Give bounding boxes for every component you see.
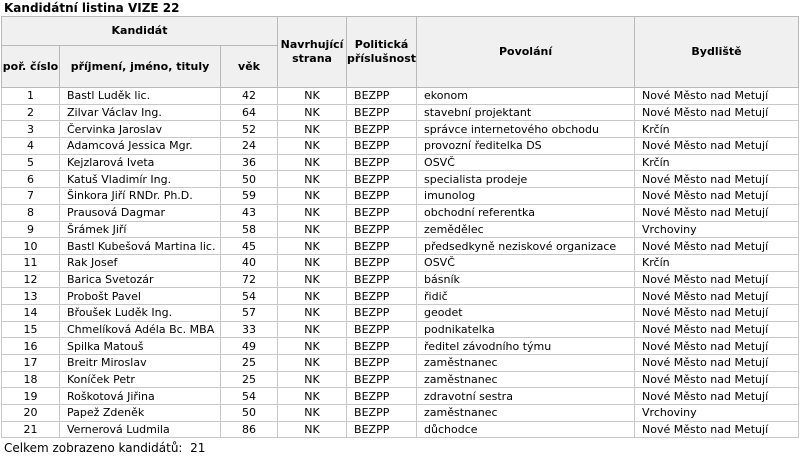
row-age: 25 bbox=[221, 371, 278, 388]
row-occupation: geodet bbox=[417, 304, 635, 321]
row-residence: Nové Město nad Metují bbox=[635, 271, 799, 288]
row-number: 18 bbox=[2, 371, 60, 388]
row-party: NK bbox=[278, 271, 347, 288]
row-residence: Vrchoviny bbox=[635, 221, 799, 238]
row-affiliation: BEZPP bbox=[347, 121, 417, 138]
row-name: Katuš Vladimír Ing. bbox=[60, 171, 221, 188]
header-prislusnost: Politická příslušnost bbox=[347, 17, 417, 88]
row-party: NK bbox=[278, 204, 347, 221]
row-occupation: obchodní referentka bbox=[417, 204, 635, 221]
row-name: Břoušek Luděk Ing. bbox=[60, 304, 221, 321]
row-residence: Nové Město nad Metují bbox=[635, 171, 799, 188]
row-occupation: provozní ředitelka DS bbox=[417, 138, 635, 155]
row-party: NK bbox=[278, 371, 347, 388]
row-occupation: zaměstnanec bbox=[417, 371, 635, 388]
row-name: Spilka Matouš bbox=[60, 338, 221, 355]
table-row bbox=[2, 188, 799, 205]
row-party: NK bbox=[278, 254, 347, 271]
row-age: 72 bbox=[221, 271, 278, 288]
row-residence: Nové Město nad Metují bbox=[635, 355, 799, 372]
row-age: 49 bbox=[221, 338, 278, 355]
table-row bbox=[2, 204, 799, 221]
row-number: 5 bbox=[2, 154, 60, 171]
table-row bbox=[2, 355, 799, 372]
row-affiliation: BEZPP bbox=[347, 338, 417, 355]
row-party: NK bbox=[278, 288, 347, 305]
row-occupation: OSVČ bbox=[417, 154, 635, 171]
row-residence: Vrchoviny bbox=[635, 405, 799, 422]
row-age: 42 bbox=[221, 88, 278, 105]
row-number: 12 bbox=[2, 271, 60, 288]
row-residence: Nové Město nad Metují bbox=[635, 138, 799, 155]
row-age: 57 bbox=[221, 304, 278, 321]
row-affiliation: BEZPP bbox=[347, 204, 417, 221]
table-row bbox=[2, 88, 799, 105]
row-residence: Nové Město nad Metují bbox=[635, 104, 799, 121]
row-age: 86 bbox=[221, 421, 278, 438]
row-occupation: básník bbox=[417, 271, 635, 288]
row-name: Bastl Luděk lic. bbox=[60, 88, 221, 105]
row-residence: Nové Město nad Metují bbox=[635, 304, 799, 321]
row-name: Barica Svetozár bbox=[60, 271, 221, 288]
table-row bbox=[2, 104, 799, 121]
row-name: Prausová Dagmar bbox=[60, 204, 221, 221]
header-jmeno: příjmení, jméno, tituly bbox=[60, 46, 221, 88]
row-party: NK bbox=[278, 221, 347, 238]
table-row bbox=[2, 288, 799, 305]
row-residence: Nové Město nad Metují bbox=[635, 288, 799, 305]
table-row bbox=[2, 338, 799, 355]
table-row bbox=[2, 254, 799, 271]
row-number: 3 bbox=[2, 121, 60, 138]
row-number: 13 bbox=[2, 288, 60, 305]
row-number: 14 bbox=[2, 304, 60, 321]
row-party: NK bbox=[278, 338, 347, 355]
table-row bbox=[2, 421, 799, 438]
row-number: 11 bbox=[2, 254, 60, 271]
row-residence: Nové Město nad Metují bbox=[635, 238, 799, 255]
row-occupation: zaměstnanec bbox=[417, 355, 635, 372]
row-affiliation: BEZPP bbox=[347, 421, 417, 438]
row-number: 1 bbox=[2, 88, 60, 105]
row-occupation: důchodce bbox=[417, 421, 635, 438]
row-number: 4 bbox=[2, 138, 60, 155]
footer-count: 21 bbox=[190, 441, 206, 456]
row-occupation: zdravotní sestra bbox=[417, 388, 635, 405]
table-row bbox=[2, 388, 799, 405]
row-affiliation: BEZPP bbox=[347, 254, 417, 271]
table-row bbox=[2, 271, 799, 288]
table-row bbox=[2, 138, 799, 155]
row-age: 25 bbox=[221, 355, 278, 372]
row-name: Zilvar Václav Ing. bbox=[60, 104, 221, 121]
row-affiliation: BEZPP bbox=[347, 88, 417, 105]
row-name: Vernerová Ludmila bbox=[60, 421, 221, 438]
row-age: 54 bbox=[221, 288, 278, 305]
row-number: 10 bbox=[2, 238, 60, 255]
row-occupation: specialista prodeje bbox=[417, 171, 635, 188]
candidate-table bbox=[1, 16, 799, 438]
row-number: 6 bbox=[2, 171, 60, 188]
row-occupation: předsedkyně neziskové organizace bbox=[417, 238, 635, 255]
table-row bbox=[2, 221, 799, 238]
row-affiliation: BEZPP bbox=[347, 171, 417, 188]
row-age: 52 bbox=[221, 121, 278, 138]
row-affiliation: BEZPP bbox=[347, 405, 417, 422]
row-number: 17 bbox=[2, 355, 60, 372]
row-number: 8 bbox=[2, 204, 60, 221]
row-name: Roškotová Jiřina bbox=[60, 388, 221, 405]
row-affiliation: BEZPP bbox=[347, 238, 417, 255]
row-party: NK bbox=[278, 355, 347, 372]
row-party: NK bbox=[278, 321, 347, 338]
header-kandidat: Kandidát bbox=[2, 17, 278, 46]
table-row bbox=[2, 405, 799, 422]
header-vek: věk bbox=[221, 46, 278, 88]
row-name: Chmelíková Adéla Bc. MBA bbox=[60, 321, 221, 338]
row-age: 40 bbox=[221, 254, 278, 271]
row-age: 33 bbox=[221, 321, 278, 338]
row-number: 16 bbox=[2, 338, 60, 355]
row-age: 58 bbox=[221, 221, 278, 238]
row-affiliation: BEZPP bbox=[347, 104, 417, 121]
row-affiliation: BEZPP bbox=[347, 371, 417, 388]
row-name: Bastl Kubešová Martina lic. bbox=[60, 238, 221, 255]
row-number: 7 bbox=[2, 188, 60, 205]
row-residence: Nové Město nad Metují bbox=[635, 371, 799, 388]
row-number: 21 bbox=[2, 421, 60, 438]
header-por-cislo: poř. číslo bbox=[2, 46, 60, 88]
row-age: 24 bbox=[221, 138, 278, 155]
row-occupation: řidič bbox=[417, 288, 635, 305]
row-occupation: OSVČ bbox=[417, 254, 635, 271]
row-name: Šrámek Jiří bbox=[60, 221, 221, 238]
header-povolani: Povolání bbox=[417, 17, 635, 88]
row-affiliation: BEZPP bbox=[347, 154, 417, 171]
page-title: Kandidátní listina VIZE 22 bbox=[4, 1, 180, 15]
row-residence: Krčín bbox=[635, 121, 799, 138]
row-age: 50 bbox=[221, 171, 278, 188]
row-age: 54 bbox=[221, 388, 278, 405]
header-strana: Navrhující strana bbox=[278, 17, 347, 88]
row-number: 9 bbox=[2, 221, 60, 238]
row-party: NK bbox=[278, 154, 347, 171]
row-occupation: podnikatelka bbox=[417, 321, 635, 338]
table-row bbox=[2, 238, 799, 255]
row-party: NK bbox=[278, 405, 347, 422]
footer-summary bbox=[0, 439, 800, 457]
row-affiliation: BEZPP bbox=[347, 355, 417, 372]
row-residence: Nové Město nad Metují bbox=[635, 421, 799, 438]
row-number: 2 bbox=[2, 104, 60, 121]
row-party: NK bbox=[278, 304, 347, 321]
table-row bbox=[2, 371, 799, 388]
row-residence: Nové Město nad Metují bbox=[635, 88, 799, 105]
row-affiliation: BEZPP bbox=[347, 388, 417, 405]
row-party: NK bbox=[278, 104, 347, 121]
row-age: 43 bbox=[221, 204, 278, 221]
row-party: NK bbox=[278, 238, 347, 255]
table-row bbox=[2, 154, 799, 171]
footer-label: Celkem zobrazeno kandidátů: bbox=[4, 441, 183, 456]
row-party: NK bbox=[278, 188, 347, 205]
table-row bbox=[2, 321, 799, 338]
header-bydliste: Bydliště bbox=[635, 17, 799, 88]
row-occupation: ekonom bbox=[417, 88, 635, 105]
table-row bbox=[2, 121, 799, 138]
row-number: 20 bbox=[2, 405, 60, 422]
row-name: Koníček Petr bbox=[60, 371, 221, 388]
row-residence: Nové Město nad Metují bbox=[635, 204, 799, 221]
row-name: Probošt Pavel bbox=[60, 288, 221, 305]
table-row bbox=[2, 304, 799, 321]
row-affiliation: BEZPP bbox=[347, 304, 417, 321]
row-number: 15 bbox=[2, 321, 60, 338]
row-name: Červinka Jaroslav bbox=[60, 121, 221, 138]
row-residence: Krčín bbox=[635, 254, 799, 271]
row-party: NK bbox=[278, 138, 347, 155]
row-name: Adamcová Jessica Mgr. bbox=[60, 138, 221, 155]
row-residence: Nové Město nad Metují bbox=[635, 188, 799, 205]
row-age: 36 bbox=[221, 154, 278, 171]
row-name: Breitr Miroslav bbox=[60, 355, 221, 372]
row-residence: Krčín bbox=[635, 154, 799, 171]
row-age: 64 bbox=[221, 104, 278, 121]
row-age: 45 bbox=[221, 238, 278, 255]
row-occupation: ředitel závodního týmu bbox=[417, 338, 635, 355]
row-number: 19 bbox=[2, 388, 60, 405]
row-name: Rak Josef bbox=[60, 254, 221, 271]
row-name: Šinkora Jiří RNDr. Ph.D. bbox=[60, 188, 221, 205]
row-occupation: imunolog bbox=[417, 188, 635, 205]
row-affiliation: BEZPP bbox=[347, 271, 417, 288]
row-party: NK bbox=[278, 171, 347, 188]
table-row bbox=[2, 171, 799, 188]
row-residence: Nové Město nad Metují bbox=[635, 338, 799, 355]
row-occupation: stavební projektant bbox=[417, 104, 635, 121]
row-residence: Nové Město nad Metují bbox=[635, 321, 799, 338]
row-name: Kejzlarová Iveta bbox=[60, 154, 221, 171]
row-affiliation: BEZPP bbox=[347, 321, 417, 338]
row-occupation: správce internetového obchodu bbox=[417, 121, 635, 138]
row-age: 59 bbox=[221, 188, 278, 205]
row-affiliation: BEZPP bbox=[347, 288, 417, 305]
row-party: NK bbox=[278, 88, 347, 105]
row-name: Papež Zdeněk bbox=[60, 405, 221, 422]
row-residence: Nové Město nad Metují bbox=[635, 388, 799, 405]
row-party: NK bbox=[278, 421, 347, 438]
row-affiliation: BEZPP bbox=[347, 138, 417, 155]
row-party: NK bbox=[278, 388, 347, 405]
row-age: 50 bbox=[221, 405, 278, 422]
row-affiliation: BEZPP bbox=[347, 188, 417, 205]
row-occupation: zaměstnanec bbox=[417, 405, 635, 422]
row-party: NK bbox=[278, 121, 347, 138]
row-occupation: zemědělec bbox=[417, 221, 635, 238]
row-affiliation: BEZPP bbox=[347, 221, 417, 238]
